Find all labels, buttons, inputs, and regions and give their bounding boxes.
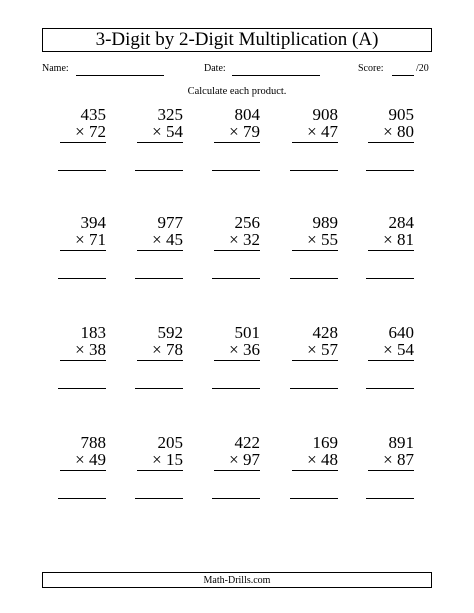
answer-line[interactable] <box>366 170 414 171</box>
answer-line[interactable] <box>290 278 338 279</box>
multiplicand: 394 <box>80 213 106 232</box>
date-label: Date: <box>204 63 226 74</box>
answer-line[interactable] <box>135 278 183 279</box>
multiplier: × 36 <box>229 340 260 359</box>
multiplicand: 905 <box>388 105 414 124</box>
multiplicand: 205 <box>157 433 183 452</box>
multiplier: × 38 <box>75 340 106 359</box>
answer-line[interactable] <box>135 498 183 499</box>
multiplicand: 891 <box>388 433 414 452</box>
product-rule <box>292 142 338 143</box>
multiplier: × 57 <box>307 340 338 359</box>
answer-line[interactable] <box>212 278 260 279</box>
multiplier: × 72 <box>75 122 106 141</box>
answer-line[interactable] <box>58 278 106 279</box>
product-rule <box>60 360 106 361</box>
multiplier: × 87 <box>383 450 414 469</box>
product-rule <box>292 250 338 251</box>
answer-line[interactable] <box>58 498 106 499</box>
product-rule <box>60 250 106 251</box>
multiplicand: 804 <box>234 105 260 124</box>
multiplier: × 45 <box>152 230 183 249</box>
product-rule <box>137 360 183 361</box>
answer-line[interactable] <box>135 170 183 171</box>
multiplicand: 325 <box>157 105 183 124</box>
multiplicand: 256 <box>234 213 260 232</box>
multiplier: × 32 <box>229 230 260 249</box>
multiplicand: 428 <box>312 323 338 342</box>
multiplier: × 80 <box>383 122 414 141</box>
answer-line[interactable] <box>135 388 183 389</box>
multiplier: × 79 <box>229 122 260 141</box>
score-label: Score: <box>358 63 384 74</box>
footer-text: Math-Drills.com <box>203 574 271 586</box>
multiplicand: 592 <box>157 323 183 342</box>
multiplier: × 49 <box>75 450 106 469</box>
multiplicand: 977 <box>157 213 183 232</box>
multiplicand: 788 <box>80 433 106 452</box>
answer-line[interactable] <box>212 388 260 389</box>
multiplier: × 71 <box>75 230 106 249</box>
name-field-line[interactable] <box>76 75 164 76</box>
name-label: Name: <box>42 63 69 74</box>
answer-line[interactable] <box>290 170 338 171</box>
answer-line[interactable] <box>212 498 260 499</box>
multiplicand: 989 <box>312 213 338 232</box>
multiplier: × 97 <box>229 450 260 469</box>
multiplicand: 908 <box>312 105 338 124</box>
worksheet-title <box>42 28 432 52</box>
multiplicand: 284 <box>388 213 414 232</box>
product-rule <box>368 142 414 143</box>
answer-line[interactable] <box>290 388 338 389</box>
answer-line[interactable] <box>212 170 260 171</box>
answer-line[interactable] <box>366 388 414 389</box>
product-rule <box>214 360 260 361</box>
multiplicand: 422 <box>234 433 260 452</box>
score-field-line[interactable] <box>392 75 414 76</box>
multiplier: × 15 <box>152 450 183 469</box>
date-field-line[interactable] <box>232 75 320 76</box>
answer-line[interactable] <box>58 388 106 389</box>
multiplier: × 78 <box>152 340 183 359</box>
multiplicand: 183 <box>80 323 106 342</box>
multiplier: × 54 <box>383 340 414 359</box>
multiplier: × 81 <box>383 230 414 249</box>
score-total: /20 <box>416 63 429 74</box>
product-rule <box>214 470 260 471</box>
multiplier: × 55 <box>307 230 338 249</box>
multiplicand: 501 <box>234 323 260 342</box>
multiplicand: 640 <box>388 323 414 342</box>
product-rule <box>292 470 338 471</box>
product-rule <box>60 142 106 143</box>
product-rule <box>137 142 183 143</box>
multiplier: × 48 <box>307 450 338 469</box>
multiplicand: 169 <box>312 433 338 452</box>
answer-line[interactable] <box>290 498 338 499</box>
worksheet-title-text: 3-Digit by 2-Digit Multiplication (A) <box>95 29 379 50</box>
multiplier: × 54 <box>152 122 183 141</box>
product-rule <box>368 250 414 251</box>
product-rule <box>368 360 414 361</box>
product-rule <box>214 142 260 143</box>
product-rule <box>137 470 183 471</box>
product-rule <box>292 360 338 361</box>
footer <box>42 572 432 588</box>
product-rule <box>60 470 106 471</box>
multiplier: × 47 <box>307 122 338 141</box>
multiplicand: 435 <box>80 105 106 124</box>
answer-line[interactable] <box>366 498 414 499</box>
instructions: Calculate each product. <box>187 86 287 97</box>
product-rule <box>137 250 183 251</box>
product-rule <box>368 470 414 471</box>
product-rule <box>214 250 260 251</box>
answer-line[interactable] <box>366 278 414 279</box>
answer-line[interactable] <box>58 170 106 171</box>
